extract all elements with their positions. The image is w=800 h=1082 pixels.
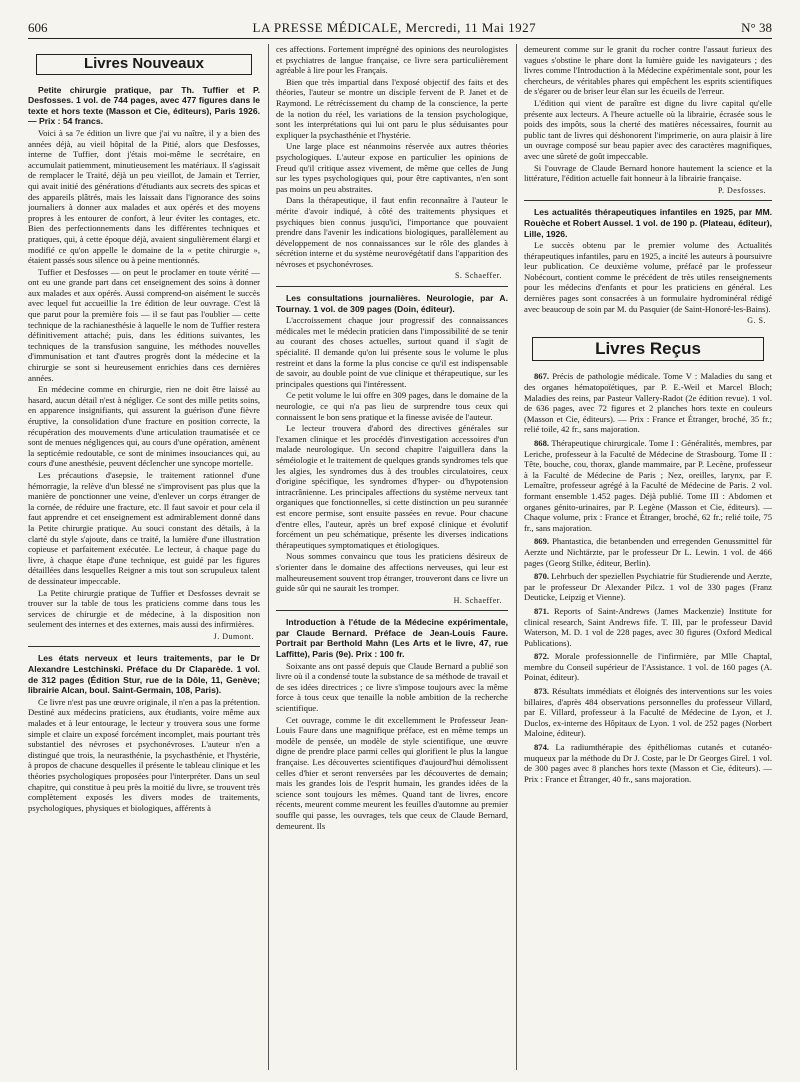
signature: J. Dumont. <box>213 631 254 641</box>
entry-number: 868. <box>534 438 550 448</box>
page-number: 606 <box>28 20 48 35</box>
column-divider <box>516 44 517 1070</box>
review-heading: Les consultations journalières. Neurologie, par A. Tournay. 1 vol. de 309 pages (Doin, éditeur). <box>276 293 508 314</box>
section-title-livres-recus: Livres Reçus <box>532 337 764 362</box>
list-item <box>524 742 772 784</box>
paragraph: Bien que très impartial dans l'exposé objectif des faits et des théories, l'auteur se montre un disciple fervent de P. Janet et de Raymond. Le rétrécissement du champ de la conscience, la perte de la notion du réel, les variations de la tension psychologique, sont les interprétations qui lui ont paru le plus séduisantes pour expliquer la psychasthénie et l'hystérie. <box>276 76 508 140</box>
paragraph: La Petite chirurgie pratique de Tuffier et Desfosses devrait se trouver sur la table de tous les praticiens comme dans tous les services de chirurgie et de médecine, à la disposition non seulement des internes et des externes, mais aussi des infirmières. <box>28 587 260 630</box>
paragraph: Ce petit volume le lui offre en 309 pages, dans le domaine de la neurologie, ce qui n'a pas lieu de surprendre tous ceux qui connaissent le bon sens pratique et la finesse avisée de l'auteur. <box>276 390 508 422</box>
paragraph: ces affections. Fortement imprégné des opinions des neurologistes et psychiatres de langue française, ce livre sera particulièrement agréable à lire pour les Français. <box>276 44 508 76</box>
entry-number: 869. <box>534 536 550 547</box>
entry-text: Morale professionnelle de l'infirmière, par Mlle Chaptal, membre du Conseil supérieur de l'Assistance. 1 vol. de 160 pages (A. Poinat, éditeur). <box>524 651 772 683</box>
list-item <box>524 651 772 683</box>
review-heading: Introduction à l'étude de la Médecine expérimentale, par Claude Bernard. Préface de Jean-Louis Faure. Portrait par Berthold Mahn (Les Arts et le livre, 47, rue Laffitte), Paris (9e). Prix : 100 fr. <box>276 617 508 660</box>
divider <box>276 286 508 287</box>
entry-number: 874. <box>534 742 550 753</box>
masthead: LA PRESSE MÉDICALE, Mercredi, 11 Mai 1927 <box>252 20 537 35</box>
entry-text: Lehrbuch der speziellen Psychiatrie für Studierende und Aerzte, par le professeur Dr Alexander Pilcz. 1 vol de 330 pages (Franz Deuticke, Leipzig et Vienne). <box>524 571 772 603</box>
list-item <box>524 571 772 603</box>
entry-number: 872. <box>534 651 550 662</box>
section-title-livres-nouveaux: Livres Nouveaux <box>36 54 252 75</box>
divider <box>524 200 772 201</box>
signature: S. Schaeffer. <box>454 271 502 281</box>
paragraph: Dans la thérapeutique, il faut enfin reconnaître à l'auteur le mérite d'avoir indiqué, à côté des traitements physiques et psychiques bien connus jusqu'ici, l'importance que pouvaient prendre dans l'avenir les indications biologiques, parallèlement au développement de nos connaissances sur le rôle des glandes à sécrétion interne et du système neurovégétatif dans l'apparition des névroses et psychonévroses. <box>276 195 508 269</box>
paragraph: Soixante ans ont passé depuis que Claude Bernard a publié son livre où il a condensé toute la substance de sa méthode de travail et de ses idées directrices ; ce livre s'impose toujours avec la même force à tous ceux que tenaille la noble ambition de la recherche scientifique. <box>276 660 508 714</box>
review-heading: Les états nerveux et leurs traitements, par le Dr Alexandre Lestchinski. Préface du Dr Claparède. 1 vol. de 312 pages (Édition Stur, rue de la Dôle, 11, Genève; librairie Alcan, boul. Saint-Germain, 108, Paris). <box>28 653 260 696</box>
entry-text: Précis de pathologie médicale. Tome V : Maladies du sang et des organes hématopoïétiques, par P. E.-Weil et Marcel Bloch; Maladies des reins, par Pasteur Vallery-Radot (2e édition revue). 1 vol. de 636 pages, avec 72 figures et 2 planches hors texte en couleurs (Masson et Cie, éditeurs). — Prix : France et Étranger, broché, 35 fr.; relié toile, 42 fr., sans majoration. <box>524 371 772 435</box>
entry-number: 871. <box>534 605 550 616</box>
entry-text: Thérapeutique chirurgicale. Tome I : Généralités, membres, par Leriche, professeur à la Faculté de Médecine de Strasbourg. Tome II : Tête, bouche, cou, thorax, glande mammaire, par P. Lecène, professeur à la Faculté de Médecine de Paris ; Nez, oreilles, larynx, par F. Lemaître, professeur agrégé à la Faculté de Médecine de Paris. 2 vol. formant ensemble 1.452 pages. Déjà publié. Tome III : Abdomen et organes génito-urinaires, par P. Legène (Masson et Cie, éditeurs). — Chaque volume, prix : France et Étranger, broché, 62 fr.; relié toile, 75 fr., sans majoration. <box>524 438 772 533</box>
paragraph: Les précautions d'asepsie, le traitement rationnel d'une hémorragie, la relève d'un blessé ne s'improvisent pas plus que la manière de ponctionner une veine, d'enlever un corps étranger de la cornée, de réduire une fracture, etc. Il faut savoir et pour cela il faut apprendre et cet enseignement est admirablement donné dans la Petite chirurgie pratique. Au souci constant des détails, à la clarté du style s'ajoute, dans ce traité, la lumière d'une illustration copieuse et parfaitement exécutée. Le lecteur, à chaque page du livre, à chaque étape d'une technique, est guidé par les figures détaillées dans lesquelles Reigner a mis tout son scrupuleux talent de dessinateur impeccable. <box>28 469 260 586</box>
received-books-list <box>524 371 772 784</box>
review-heading: Les actualités thérapeutiques infantiles en 1925, par MM. Rouèche et Robert Aussel. 1 vol. de 190 p. (Plateau, éditeur), Lille, 1926. <box>524 207 772 239</box>
entry-text: Phantastica, die betanbenden und erregenden Genussmittel für Aerzte und Nichtärzte, par le professeur Dr L. Lewin. 1 vol. de 466 pages (Georg Stilke, éditeur, Berlin). <box>524 536 772 568</box>
divider <box>28 646 260 647</box>
paragraph: Voici à sa 7e édition un livre que j'ai vu naître, il y a bien des années déjà, au vieil hôpital de la Pitié, alors que Desfosses, interne de Tuffier, dont j'étais moi-même le secrétaire, en accumulait patiemment, minutieusement les matériaux. Il s'agissait de remplacer le Traité, déjà un peu vieillot, de Jamain et Terrier, qui avait initié des générations d'étudiants aux secrets des spicas et des appareils plâtrés, mais les laissait dans l'ignorance des soins journaliers à donner aux malades et aux opérés et des moyens propres à les entourer de confort, à leur éviter les contages, etc. Bien des perfectionnements dans les différentes techniques et pratiques, qui, à cette époque déjà, avaient singulièrement élargi et modifié ce qu'on appelle le domaine de la « petite chirurgie », étaient passés sous silence ou à peine mentionnés. <box>28 127 260 266</box>
list-item <box>524 371 772 435</box>
entry-number: 870. <box>534 571 550 582</box>
signature: G. S. <box>747 316 766 326</box>
paragraph: L'accroissement chaque jour progressif des connaissances médicales met le médecin praticien dans l'impossibilité de se tenir au courant des choses actuelles, surtout quand il s'agit de spécialité. Il demande qu'on lui présente sous le volume le plus restreint et dans la forme la plus concise ce qu'il est indispensable de savoir, au double point de vue clinique et thérapeutique, sur les principales questions qui l'intéressent. <box>276 315 508 389</box>
review-heading: Petite chirurgie pratique, par Th. Tuffier et P. Desfosses. 1 vol. de 744 pages, avec 477 figures dans le texte et hors texte (Masson et Cie, éditeurs), Paris 1926. — Prix : 54 francs. <box>28 84 260 127</box>
page-header <box>28 18 772 39</box>
paragraph: demeurent comme sur le granit du rocher contre l'assaut furieux des vagues s'obstine le phare dont la lumière guide les navigateurs ; des livres comme l'Introduction à la Médecine expérimentale sont, pour les chercheurs, de véritables phares qui empêchent les esprits scientifiques de s'égarer ou de briser leur élan sur les écueils de l'erreur. <box>524 44 772 97</box>
signature: P. Desfosses. <box>717 185 766 195</box>
paragraph: Le succès obtenu par le premier volume des Actualités thérapeutiques infantiles, paru en 1925, a incité les auteurs à poursuivre leur publication. Ce deuxième volume, préfacé par le professeur Nobécourt, contient comme le précédent de très utiles renseignements pour les médecins d'enfants et pour les praticiens en général. Les dernières pages sont consacrées à un formulaire hydrominéral rédigé avec beaucoup de soin par M. du Pasquier (de Saint-Honoré-les-Bains). <box>524 240 772 314</box>
column-divider <box>268 44 269 1070</box>
entry-text: La radiumthérapie des épithéliomas cutanés et cutanéo-muqueux par la méthode du Dr J. Coste, par le Dr Georges Girel. 1 vol. de 300 pages avec 8 planches hors texte (Masson et Cie, éditeurs). — Prix : France et Étranger, 40 fr., sans majoration. <box>524 742 772 784</box>
paragraph: Ce livre n'est pas une œuvre originale, il n'en a pas la prétention. Destiné aux médecins praticiens, aux étudiants, voire même aux malades et à leur entourage, le lecteur y trouvera sous une forme simple et claire un exposé forcément incomplet, mais pourtant très substantiel des névroses et psychonévroses. L'auteur n'en a distingué que trois, la neurasthénie, la psychasthénie, et l'hystérie, à propos de chacune desquelles il présente le tableau clinique et les théories psychologiques proposées pour l'interpréter. Dans un seul chapitre, qui constitue à peu près la moitié du livre, se trouvent très complètement exposés les divers modes de traitements, psychologiques, physiques et biologiques, afférents à <box>28 696 260 813</box>
column-1 <box>28 44 260 1070</box>
entry-number: 873. <box>534 686 550 697</box>
paragraph: Nous sommes convaincu que tous les praticiens désireux de s'orienter dans le domaine des affections nerveuses, qui leur est malheureusement souvent trop étranger, trouveront dans ce livre un guide sûr qui ne saurait les tromper. <box>276 551 508 594</box>
paragraph: Le lecteur trouvera d'abord des directives générales sur l'examen clinique et les procédés d'investigation accessoires d'un malade neurologique. Un second chapitre l'aiguillera dans la séméiologie et le traitement de quelques grands syndromes tels que les algies, les syndromes dus à des troubles circulatoires, ceux d'origine spécifique, les syndromes d'hyper- ou d'hypotension intracrânienne. Les principales affections du système nerveux tant organiques que fonctionnelles, si cette distinction un peu surannée est encore permise, sont ensuite passées en revue. Pour chacune d'entre elles, l'auteur, après un bref exposé clinique et évolutif forcément un peu schématique, présente les diverses indications thérapeutiques symptomatiques et étiologiques. <box>276 423 508 550</box>
signature: H. Schaeffer. <box>453 595 502 605</box>
issue-number: N° 38 <box>741 20 772 35</box>
paragraph: Tuffier et Desfosses — on peut le proclamer en toute vérité — ont eu une grande part dans cet enseignement des soins à donner aux malades et aux opérés. Aussi comprend-on aisément le succès avec lequel fut accueillie la 1re édition de leur ouvrage. C'est là que parut pour la première fois — il se faut pas l'oublier — cette technique de la rachianesthésie à laquelle le nom de Tuffier restera définitivement attaché; puis, dans les éditions suivantes, les techniques de la transfusion sanguine, les méthodes nouvelles d'immunisation et tant d'autres progrès dont la médecine et la chirurgie se sont si heureusement enrichies dans ces dernières années. <box>28 266 260 383</box>
paragraph: En médecine comme en chirurgie, rien ne doit être laissé au hasard, aucun détail n'est à négliger. Ce sont des mille petits soins, en apparence insignifiants, qui assurent la guérison d'une fièvre éruptive, la consolidation d'une fracture en position correcte, la récupération des mouvements d'une articulation traumatisée et ce sont de menues négligences qui, au cours d'une opération, amènent la septicémie redoutable, ce sont de minimes insouciances qui, au cours d'une anesthésie, peuvent déclencher une syncope mortelle. <box>28 384 260 469</box>
column-2 <box>276 44 508 1070</box>
entry-number: 867. <box>534 371 550 382</box>
divider <box>276 610 508 611</box>
list-item <box>524 536 772 568</box>
entry-text: Résultats immédiats et éloignés des interventions sur les voies billaires, d'après 484 observations personnelles du professeur Villard, par E. Villard, professeur à la Faculté de Médecine de Lyon, et J. Duclos, ex-interne des Hôpitaux de Lyon. 1 vol. de 252 pages (Norbert Maloine, éditeur). <box>524 686 772 739</box>
list-item <box>524 438 772 533</box>
list-item <box>524 606 772 648</box>
paragraph: Si l'ouvrage de Claude Bernard honore hautement la science et la littérature, l'édition actuelle fait honneur à la librairie française. <box>524 162 772 184</box>
paragraph: Cet ouvrage, comme le dit excellemment le Professeur Jean-Louis Faure dans une magnifique préface, est en même temps un modèle de pensée, un modèle de style scientifique, une œuvre digne de prendre place parmi celles qui glorifient le plus la langue française. Les découvertes scientifiques d'aujourd'hui démolissent celles d'hier et seront renversées par les découvertes de demain; mais les grandes lois de l'esprit humain, les grandes idées de la science sont toujours les mêmes. Quand tant de livres, encore récents, meurent comme meurent les feuilles d'automne au premier souffle qui passe, les ouvrages, tels que ceux de Claude Bernard, demeurent. Ils <box>276 714 508 831</box>
entry-text: Reports of Saint-Andrews (James Mackenzie) Institute for clinical research, Saint Andrews fife. T. III, par le professeur David Waterson, M. D. 1 vol de 228 pages, avec 30 figures (Oxford Medical Publications). <box>524 605 772 648</box>
paragraph: Une large place est néanmoins réservée aux autres théories psychologiques. L'auteur expose en particulier les opinions de Freud qu'il critique assez vivement, de même que celles de Jung sur les types psychologiques qui, pour être captivantes, n'en sont pas moins un peu abstraites. <box>276 141 508 194</box>
paragraph: L'édition qui vient de paraître est digne du livre capital qu'elle présente aux lecteurs. A l'heure actuelle où la librairie, écrasée sous le poids des impôts, sous la cherté des matières nécessaires, fournit au public tant de livres qui déshonorent l'imprimerie, on aura plaisir à lire un ouvrage composé sur beau papier avec des caractères magnifiques, avec une sûreté de goût impeccable. <box>524 97 772 161</box>
list-item <box>524 686 772 739</box>
column-3 <box>524 44 772 1070</box>
